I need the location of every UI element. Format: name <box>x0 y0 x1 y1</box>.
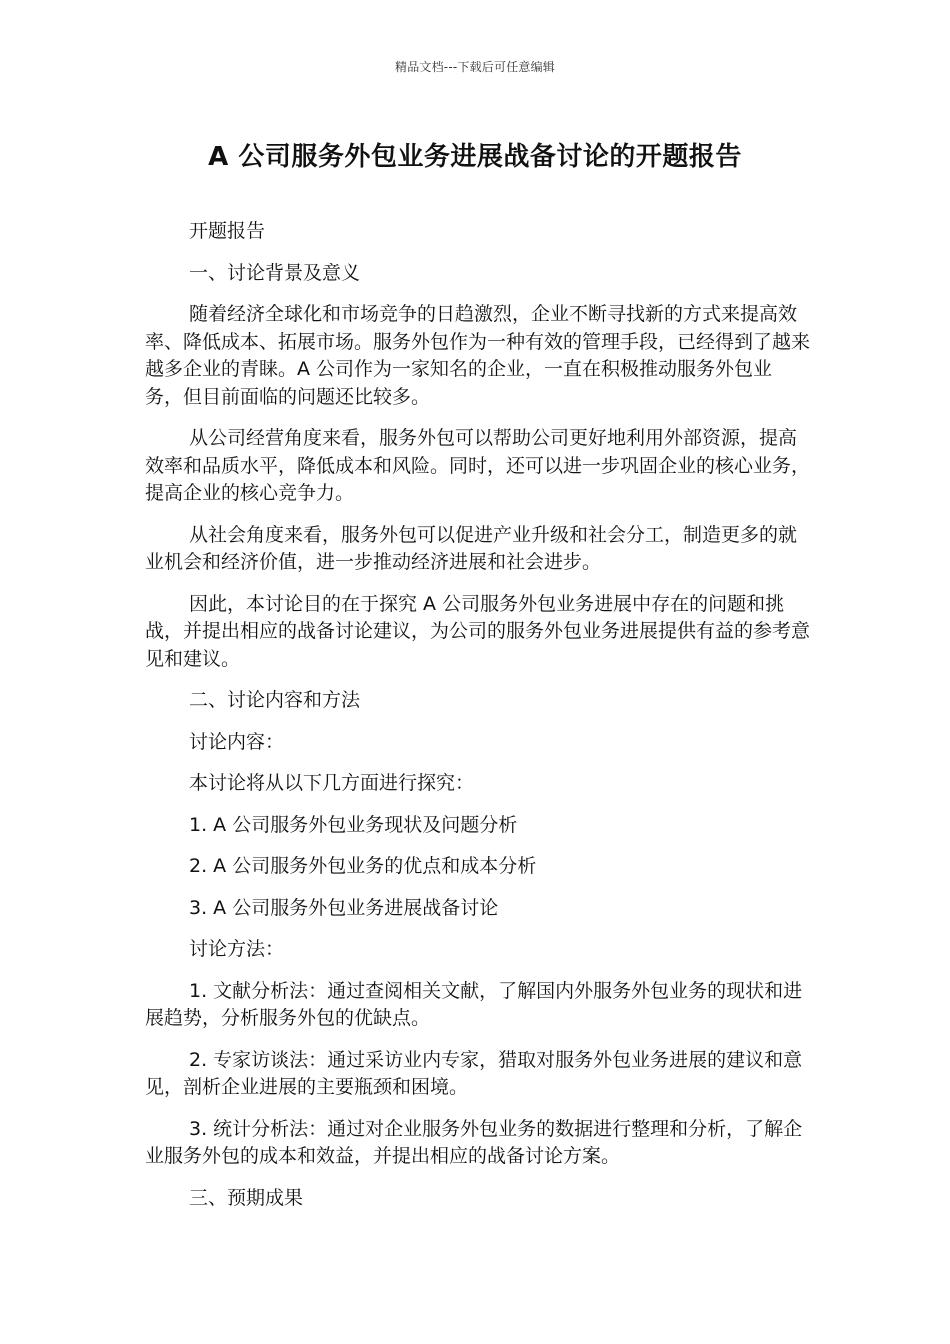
paragraph: 随着经济全球化和市场竞争的日趋激烈，企业不断寻找新的方式来提高效率、降低成本、拓展市场。服务外包作为一种有效的管理手段，已经得到了越来越多企业的青睐。A 公司作为一家知名的企业，一直在积极推动服务外包业务，但目前面临的问题还比较多。 <box>145 303 811 408</box>
section-heading-3: 三、预期成果 <box>189 1186 304 1209</box>
document-body <box>145 218 810 1226</box>
paragraph: 从公司经营角度来看，服务外包可以帮助公司更好地利用外部资源，提高效率和品质水平，降低成本和风险。同时，还可以进一步巩固企业的核心业务，提高企业的核心竞争力。 <box>145 427 811 504</box>
list-item: 1. A 公司服务外包业务现状及问题分析 <box>189 813 518 836</box>
paragraph: 本讨论将从以下几方面进行探究： <box>189 772 475 794</box>
page-header: 精品文档---下载后可任意编辑 <box>395 60 555 74</box>
section-heading-2: 二、讨论内容和方法 <box>189 689 361 711</box>
document-title: A 公司服务外包业务进展战备讨论的开题报告 <box>208 142 742 172</box>
list-item: 1. 文献分析法：通过查阅相关文献，了解国内外服务外包业务的现状和进展趋势，分析服务外包的优缺点。 <box>145 979 803 1029</box>
section-heading-1: 一、讨论背景及意义 <box>189 261 361 284</box>
subheading-content: 讨论内容： <box>189 730 285 753</box>
list-item: 2. A 公司服务外包业务的优点和成本分析 <box>189 855 537 877</box>
report-label: 开题报告 <box>189 220 266 242</box>
list-item: 3. A 公司服务外包业务进展战备讨论 <box>189 896 499 919</box>
list-item: 3. 统计分析法：通过对企业服务外包业务的数据进行整理和分析，了解企业服务外包的成本和效益，并提出相应的战备讨论方案。 <box>145 1117 803 1167</box>
subheading-method: 讨论方法： <box>189 938 285 960</box>
list-item: 2. 专家访谈法：通过采访业内专家，猎取对服务外包业务进展的建议和意见，剖析企业进展的主要瓶颈和困境。 <box>145 1048 803 1098</box>
paragraph: 从社会角度来看，服务外包可以促进产业升级和社会分工，制造更多的就业机会和经济价值，进一步推动经济进展和社会进步。 <box>145 523 798 573</box>
paragraph: 因此，本讨论目的在于探究 A 公司服务外包业务进展中存在的问题和挑战，并提出相应的战备讨论建议，为公司的服务外包业务进展提供有益的参考意见和建议。 <box>145 592 811 670</box>
